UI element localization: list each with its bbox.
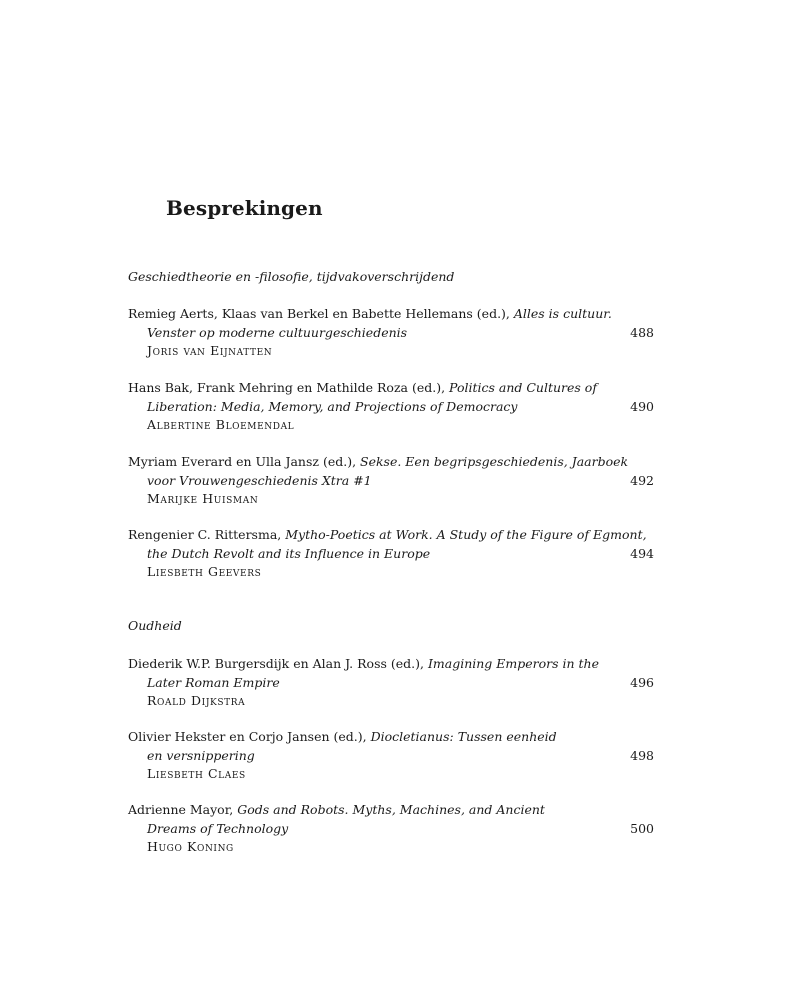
page-number: 492 [630,472,654,488]
entry-reviewer: Marijke Huisman [147,491,259,506]
review-entry [128,305,668,361]
entry-authors: Rengenier C. Rittersma, [128,527,286,542]
entry-title: Diocletianus: Tussen eenheid [370,729,557,744]
entry-reviewer: Roald Dijkstra [147,693,246,708]
review-entry [128,801,668,857]
entry-reviewer: Liesbeth Geevers [147,564,262,579]
page-number: 488 [630,324,654,340]
entry-authors: Adrienne Mayor, [128,802,238,817]
page-number: 494 [630,545,654,561]
entry-title-continued: Dreams of Technology [147,820,289,836]
entry-title: Gods and Robots. Myths, Machines, and Ancient [237,802,545,817]
entry-title-continued: Venster op moderne cultuurgeschiedenis [147,324,408,340]
entry-reviewer: Liesbeth Claes [147,766,246,781]
page-number: 498 [630,747,654,763]
review-entry [128,526,668,582]
entry-reviewer: Hugo Koning [147,839,234,854]
page-number: 496 [630,674,654,690]
entry-reviewer: Joris van Eijnatten [147,343,273,358]
entry-authors: Myriam Everard en Ulla Jansz (ed.), [128,454,361,469]
entry-authors: Hans Bak, Frank Mehring en Mathilde Roza (ed.), [128,380,450,395]
entry-title-continued: en versnippering [147,747,255,763]
entry-title-continued: the Dutch Revolt and its Influence in Europe [147,545,431,561]
review-entry [128,379,668,435]
entry-reviewer: Albertine Bloemendal [147,417,295,432]
entry-title: Alles is cultuur. [513,306,612,321]
review-entry [128,453,668,509]
entry-title: Mytho-Poetics at Work. A Study of the Figure of Egmont, [285,527,647,542]
page-number: 490 [630,398,654,414]
section-heading: Geschiedtheorie en -filosofie, tijdvakoverschrijdend [128,269,455,284]
review-entry [128,728,668,784]
entry-title-continued: voor Vrouwengeschiedenis Xtra #1 [147,472,372,488]
entry-title-continued: Later Roman Empire [147,674,280,690]
entry-title-continued: Liberation: Media, Memory, and Projections of Democracy [147,398,518,414]
entry-title: Sekse. Een begripsgeschiedenis, Jaarboek [360,454,629,469]
review-entry [128,655,668,711]
entry-authors: Remieg Aerts, Klaas van Berkel en Babette Hellemans (ed.), [128,306,514,321]
section-heading: Oudheid [128,618,182,633]
entry-title: Politics and Cultures of [449,380,597,395]
page-title: Besprekingen [166,196,323,220]
entry-authors: Olivier Hekster en Corjo Jansen (ed.), [128,729,371,744]
entry-authors: Diederik W.P. Burgersdijk en Alan J. Ross (ed.), [128,656,428,671]
page-number: 500 [630,820,654,836]
entry-title: Imagining Emperors in the [427,656,600,671]
